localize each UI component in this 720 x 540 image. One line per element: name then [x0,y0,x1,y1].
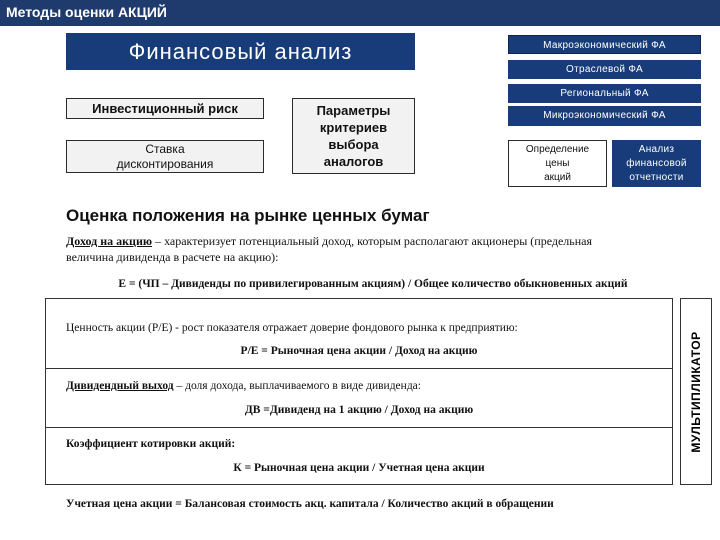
params-line-2: критериев [319,120,388,135]
quote-desc: Коэффициент котировки акций: [66,438,236,450]
report-line-2: финансовой [626,157,687,169]
income-text-2: величина дивиденда в расчете на акцию): [66,250,279,264]
value-desc: Ценность акции (P/E) - рост показателя отражает доверие фондового рынка к предприятию: [66,322,518,334]
financial-analysis-title: Финансовый анализ [128,39,353,64]
divider-2 [45,427,673,428]
investment-risk-label: Инвестиционный риск [92,101,238,116]
report-line-1: Анализ [638,143,675,155]
micro-fa-box [508,106,701,126]
regional-fa-box [508,84,701,103]
income-desc: – характеризует потенциальный доход, которым располагают акционеры (предельная [152,234,593,248]
params-line-1: Параметры [316,103,391,118]
discount-rate-box [66,140,264,173]
price-line-3: акций [544,171,571,183]
macro-fa-box [508,35,701,54]
income-text [66,234,706,249]
divider-1 [45,368,673,369]
micro-fa-label: Микроэкономический ФА [543,110,666,121]
regional-fa-label: Региональный ФА [560,88,649,99]
investment-risk-box [66,98,264,119]
multiplier-label: МУЛЬТИПЛИКАТОР [689,330,703,453]
params-line-3: выбора [328,137,379,152]
analog-params-box [292,98,415,174]
discount-rate-line-1: Ставка [145,142,185,156]
sector-fa-box [508,60,701,79]
book-value-formula: Учетная цена акции = Балансовая стоимость акц. капитала / Количество акций в обращении [66,498,554,510]
page-title: Методы оценки АКЦИЙ [6,4,167,20]
dividend-desc [66,380,421,392]
price-line-1: Определение [525,143,590,155]
price-line-2: цены [545,157,570,169]
dividend-desc-text: – доля дохода, выплачиваемого в виде дивиденда: [173,380,421,392]
discount-rate-line-2: дисконтирования [116,157,214,171]
financial-analysis-box [66,33,415,70]
financial-report-analysis-box [612,140,701,187]
income-formula: E = (ЧП – Дивиденды по привилегированным акциям) / Общее количество обыкновенных акций [118,278,628,290]
params-line-4: аналогов [323,154,384,169]
multiplier-label-box [680,298,712,485]
macro-fa-label: Макроэкономический ФА [543,40,666,51]
income-term: Доход на акцию [66,234,153,248]
title-bar [0,0,720,26]
quote-formula: К = Рыночная цена акции / Учетная цена акции [233,462,485,474]
market-section-title: Оценка положения на рынке ценных бумаг [66,206,430,225]
dividend-formula: ДВ =Дивиденд на 1 акцию / Доход на акцию [244,404,474,416]
sector-fa-label: Отраслевой ФА [566,64,643,75]
dividend-term: Дивидендный выход [66,380,174,392]
report-line-3: отчетности [629,171,684,183]
value-formula: P/E = Рыночная цена акции / Доход на акцию [240,345,478,357]
price-determination-box [508,140,607,187]
